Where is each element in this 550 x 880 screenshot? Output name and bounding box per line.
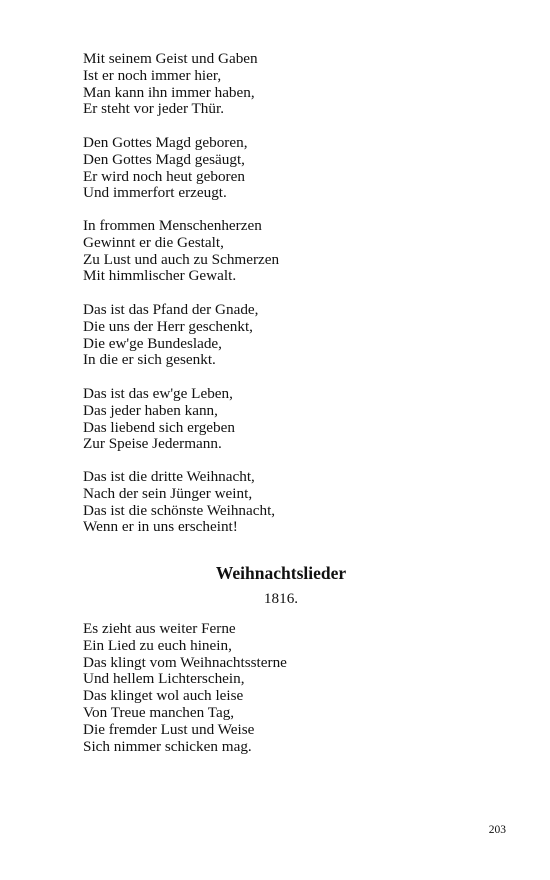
- poem-stanza-1: [83, 621, 287, 755]
- poem-title: Weihnachtslieder: [215, 563, 347, 583]
- verse-line: Das ist das ew'ge Leben,: [83, 385, 233, 402]
- verse-line: Und immerfort erzeugt.: [83, 184, 227, 202]
- verse-line: Das jeder haben kann,: [83, 401, 218, 419]
- verse-line: Man kann ihn immer haben,: [83, 83, 255, 101]
- verse-line: Es zieht aus weiter Ferne: [83, 620, 236, 637]
- verse-line: Mit himmlischer Gewalt.: [83, 267, 237, 285]
- verse-line: Er wird noch heut geboren: [83, 167, 245, 185]
- verse-line: In die er sich gesenkt.: [83, 351, 216, 369]
- stanza-3: [83, 218, 279, 285]
- verse-line: Nach der sein Jünger weint,: [83, 484, 253, 502]
- verse-line: Das ist die schönste Weihnacht,: [83, 501, 276, 519]
- verse-line: Mit seinem Geist und Gaben: [83, 50, 258, 67]
- verse-line: Die uns der Herr geschenkt,: [83, 317, 253, 335]
- verse-line: Das liebend sich ergeben: [83, 418, 235, 436]
- verse-line: In frommen Menschenherzen: [83, 217, 262, 234]
- verse-line: Wenn er in uns erscheint!: [83, 518, 238, 536]
- stanza-5: [83, 386, 235, 453]
- verse-line: Und hellem Lichterschein,: [83, 670, 245, 688]
- page-number: 203: [488, 824, 506, 836]
- verse-line: Das klingt vom Weihnachtssterne: [83, 653, 287, 671]
- verse-line: Den Gottes Magd geboren,: [83, 134, 248, 151]
- verse-line: Von Treue manchen Tag,: [83, 703, 235, 721]
- stanza-2: [83, 135, 248, 202]
- verse-line: Das ist die dritte Weihnacht,: [83, 468, 255, 485]
- verse-line: Die ew'ge Bundeslade,: [83, 334, 222, 352]
- verse-line: Den Gottes Magd gesäugt,: [83, 150, 245, 168]
- poem-year: 1816.: [263, 590, 299, 607]
- verse-line: Gewinnt er die Gestalt,: [83, 233, 224, 251]
- verse-line: Das klinget wol auch leise: [83, 687, 244, 705]
- verse-line: Das ist das Pfand der Gnade,: [83, 301, 259, 318]
- verse-line: Zur Speise Jedermann.: [83, 435, 222, 453]
- verse-line: Er steht vor jeder Thür.: [83, 100, 225, 118]
- verse-line: Zu Lust und auch zu Schmerzen: [83, 250, 280, 268]
- stanza-4: [83, 302, 258, 369]
- stanza-6: [83, 469, 275, 536]
- verse-line: Ein Lied zu euch hinein,: [83, 636, 232, 654]
- verse-line: Sich nimmer schicken mag.: [83, 737, 252, 755]
- verse-line: Die fremder Lust und Weise: [83, 720, 255, 738]
- verse-line: Ist er noch immer hier,: [83, 66, 222, 84]
- stanza-1: [83, 51, 258, 118]
